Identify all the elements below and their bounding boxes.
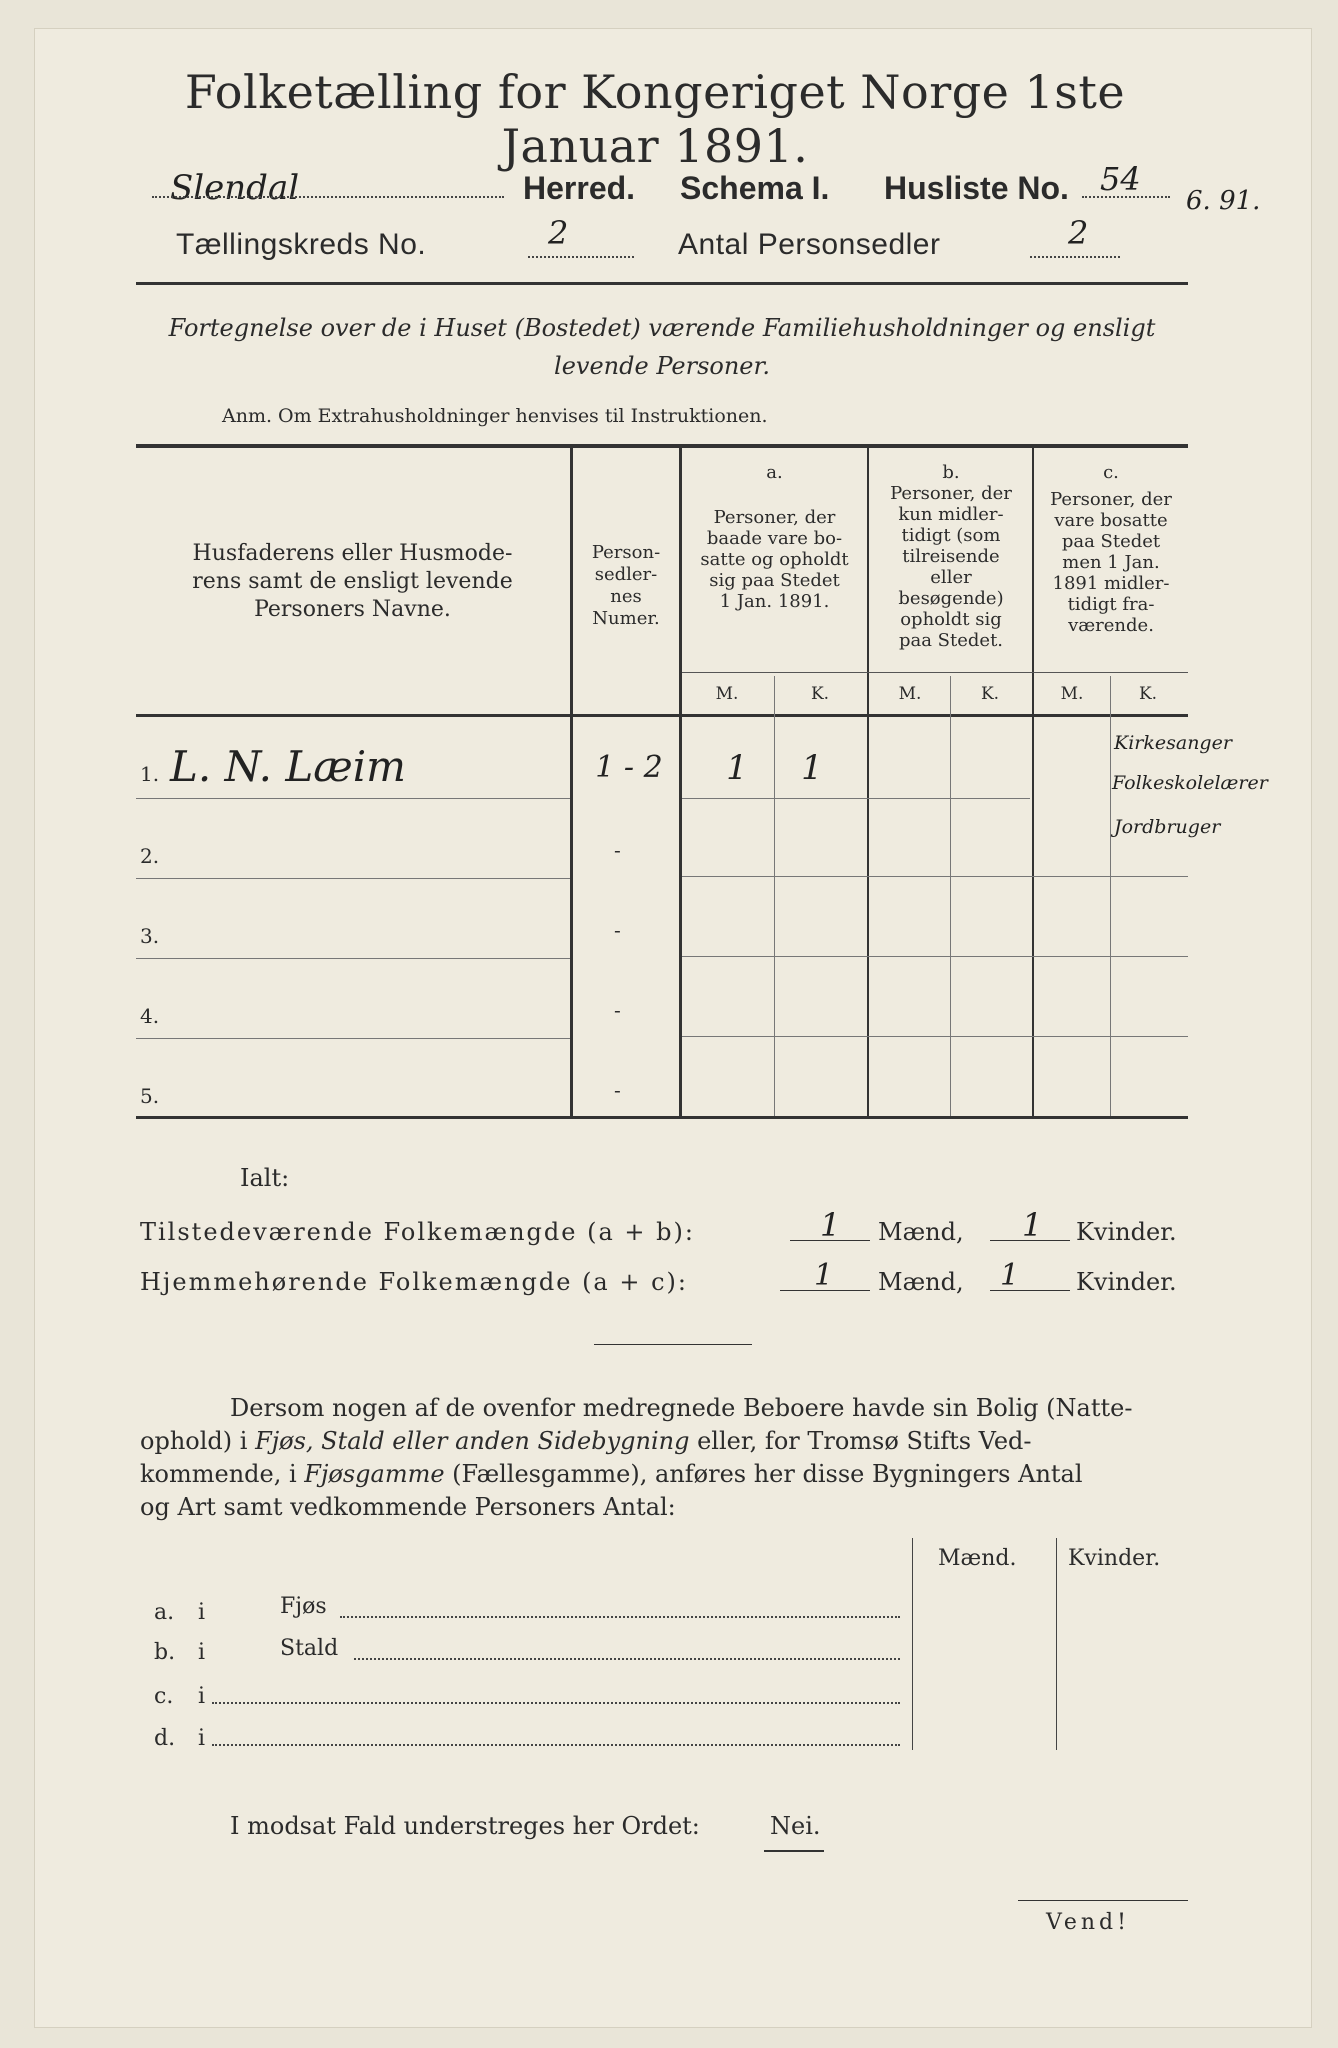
intro-line-2: levende Personer. [554, 352, 770, 380]
bygning-c-letter: c. [154, 1684, 174, 1709]
bygning-d-letter: d. [154, 1726, 176, 1751]
bygning-c-dotline [212, 1702, 900, 1704]
modsat-text: I modsat Fald understreges her Ordet: [230, 1812, 700, 1840]
tilstede-kvinder: Kvinder. [1076, 1218, 1177, 1246]
hjemme-k-value[interactable]: 1 [1000, 1258, 1020, 1293]
bygning-a-i: i [198, 1600, 206, 1625]
col-divider-num [570, 448, 573, 1118]
row-rule-4 [136, 1038, 570, 1039]
row-rule-2b [682, 876, 1188, 877]
personsedler-value[interactable]: 2 [1068, 214, 1089, 252]
intro-line-1: Fortegnelse over de i Huset (Bostedet) værende Familiehusholdninger og ensligt [168, 314, 1156, 342]
row-numer-3: - [614, 918, 621, 942]
row-numer-4: - [614, 998, 621, 1022]
b-m-label: M. [898, 684, 922, 704]
bygning-d-i: i [198, 1726, 206, 1751]
row-numer-1[interactable]: 1 - 2 [595, 750, 663, 785]
kreds-value[interactable]: 2 [548, 214, 569, 252]
row-number-1: 1. [140, 762, 160, 786]
row-a-m-1[interactable]: 1 [726, 748, 748, 788]
bygning-b-letter: b. [154, 1640, 176, 1665]
col-divider-c-mk [1110, 676, 1111, 1116]
row-numer-2: - [614, 838, 621, 862]
row-rule-4b [682, 1036, 1188, 1037]
anm-note: Anm. Om Extrahusholdninger henvises til Instruktionen. [222, 405, 768, 427]
row-number-4: 4. [140, 1004, 160, 1028]
col-divider-b-mk [950, 676, 951, 1116]
bygning-kvinder-header: Kvinder. [1068, 1546, 1161, 1571]
vend-rule [1018, 1900, 1188, 1901]
remark-1[interactable]: Kirkesanger [1114, 732, 1232, 754]
tilstede-m-value[interactable]: 1 [820, 1206, 841, 1244]
row-number-5: 5. [140, 1084, 160, 1108]
husliste-value[interactable]: 54 [1100, 160, 1141, 198]
bygning-divider-1 [912, 1538, 913, 1750]
table-head-rule [136, 714, 1188, 717]
personsedler-label: Antal Personsedler [678, 228, 941, 261]
col-divider-c [1032, 448, 1034, 1118]
kreds-label: Tællingskreds No. [176, 228, 427, 261]
header-rule [136, 282, 1188, 285]
c-m-label: M. [1060, 684, 1084, 704]
margin-note: 6. 91. [1186, 186, 1261, 216]
mk-rule [682, 672, 1188, 673]
kreds-dotline [528, 256, 634, 258]
a-k-label: K. [810, 684, 830, 704]
husliste-label: Husliste No. [884, 170, 1069, 206]
page-title: Folketælling for Kongeriget Norge 1ste Januar 1891. [184, 65, 1126, 173]
row-rule-1 [136, 798, 570, 799]
bygning-a-label: Fjøs [280, 1594, 327, 1619]
col-divider-a [679, 448, 682, 1118]
col-divider-a-mk [774, 676, 775, 1116]
row-number-3: 3. [140, 924, 160, 948]
row-number-2: 2. [140, 844, 160, 868]
a-m-label: M. [715, 684, 739, 704]
col-divider-b [867, 448, 869, 1118]
herred-dotline [152, 196, 504, 198]
row-a-k-1[interactable]: 1 [801, 748, 823, 788]
table-bottom-rule [136, 1116, 1188, 1119]
b-k-label: K. [980, 684, 1000, 704]
row-rule-3 [136, 958, 570, 959]
tilstede-maend: Mænd, [878, 1218, 964, 1246]
vend-text: Vend! [1046, 1910, 1130, 1935]
schema-label: Schema I. [680, 170, 830, 206]
bygning-divider-2 [1056, 1538, 1057, 1750]
bygning-maend-header: Mænd. [938, 1546, 1017, 1571]
col-header-b: b. Personer, der kun midler- tidigt (som tilreisende eller besøgende) opholdt sig paa Stedet. [890, 462, 1012, 651]
hjemme-label: Hjemmehørende Folkemængde (a + c): [140, 1268, 688, 1296]
row-name-1[interactable]: L. N. Læim [170, 742, 406, 791]
remark-2[interactable]: Folkeskolelærer [1112, 772, 1268, 794]
bygning-b-dotline [354, 1658, 900, 1660]
nei-word: Nei. [770, 1812, 821, 1840]
bygning-a-dotline [340, 1616, 900, 1618]
nei-underline [764, 1850, 824, 1852]
row-rule-3b [682, 956, 1188, 957]
bygning-b-i: i [198, 1640, 206, 1665]
bygning-c-i: i [198, 1684, 206, 1709]
hjemme-m-value[interactable]: 1 [814, 1258, 834, 1293]
col-header-numer: Person- sedler- nes Numer. [591, 542, 661, 629]
col-header-name: Husfaderens eller Husmode- rens samt de ensligt levende Personers Navne. [192, 541, 513, 622]
bygning-a-letter: a. [154, 1600, 175, 1625]
personsedler-dotline [1030, 256, 1120, 258]
husliste-dotline [1082, 196, 1170, 198]
hjemme-maend: Mænd, [878, 1268, 964, 1296]
row-numer-5: - [614, 1078, 621, 1102]
short-divider [594, 1344, 752, 1345]
remark-3[interactable]: Jordbruger [1114, 816, 1221, 838]
c-k-label: K. [1138, 684, 1158, 704]
hjemme-kvinder: Kvinder. [1076, 1268, 1177, 1296]
ialt-label: Ialt: [240, 1164, 290, 1192]
col-header-a: a. Personer, der baade vare bo- satte og opholdt sig paa Stedet 1 Jan. 1891. [700, 462, 849, 612]
tilstede-k-value[interactable]: 1 [1022, 1206, 1043, 1244]
herred-value[interactable]: Slendal [170, 168, 300, 208]
dersom-paragraph: Dersom nogen af de ovenfor medregnede Beboere havde sin Bolig (Natte- ophold) i Fjøs, Stald eller anden Sidebygning eller, for Tromsø Stifts Ved- kommende, i Fjøsgamme (Fællesgamme), anføres her disse Bygningers Antal og Art samt vedkommende Personers Antal: [140, 1394, 1133, 1521]
herred-label: Herred. [523, 170, 636, 206]
table-top-rule [136, 444, 1188, 448]
row-rule-2 [136, 878, 570, 879]
row-rule-1b [682, 798, 1030, 799]
tilstede-label: Tilstedeværende Folkemængde (a + b): [140, 1218, 695, 1246]
col-header-c: c. Personer, der vare bosatte paa Stedet men 1 Jan. 1891 midler- tidigt fra- værende. [1050, 462, 1172, 636]
bygning-b-label: Stald [280, 1636, 339, 1661]
bygning-d-dotline [212, 1744, 900, 1746]
